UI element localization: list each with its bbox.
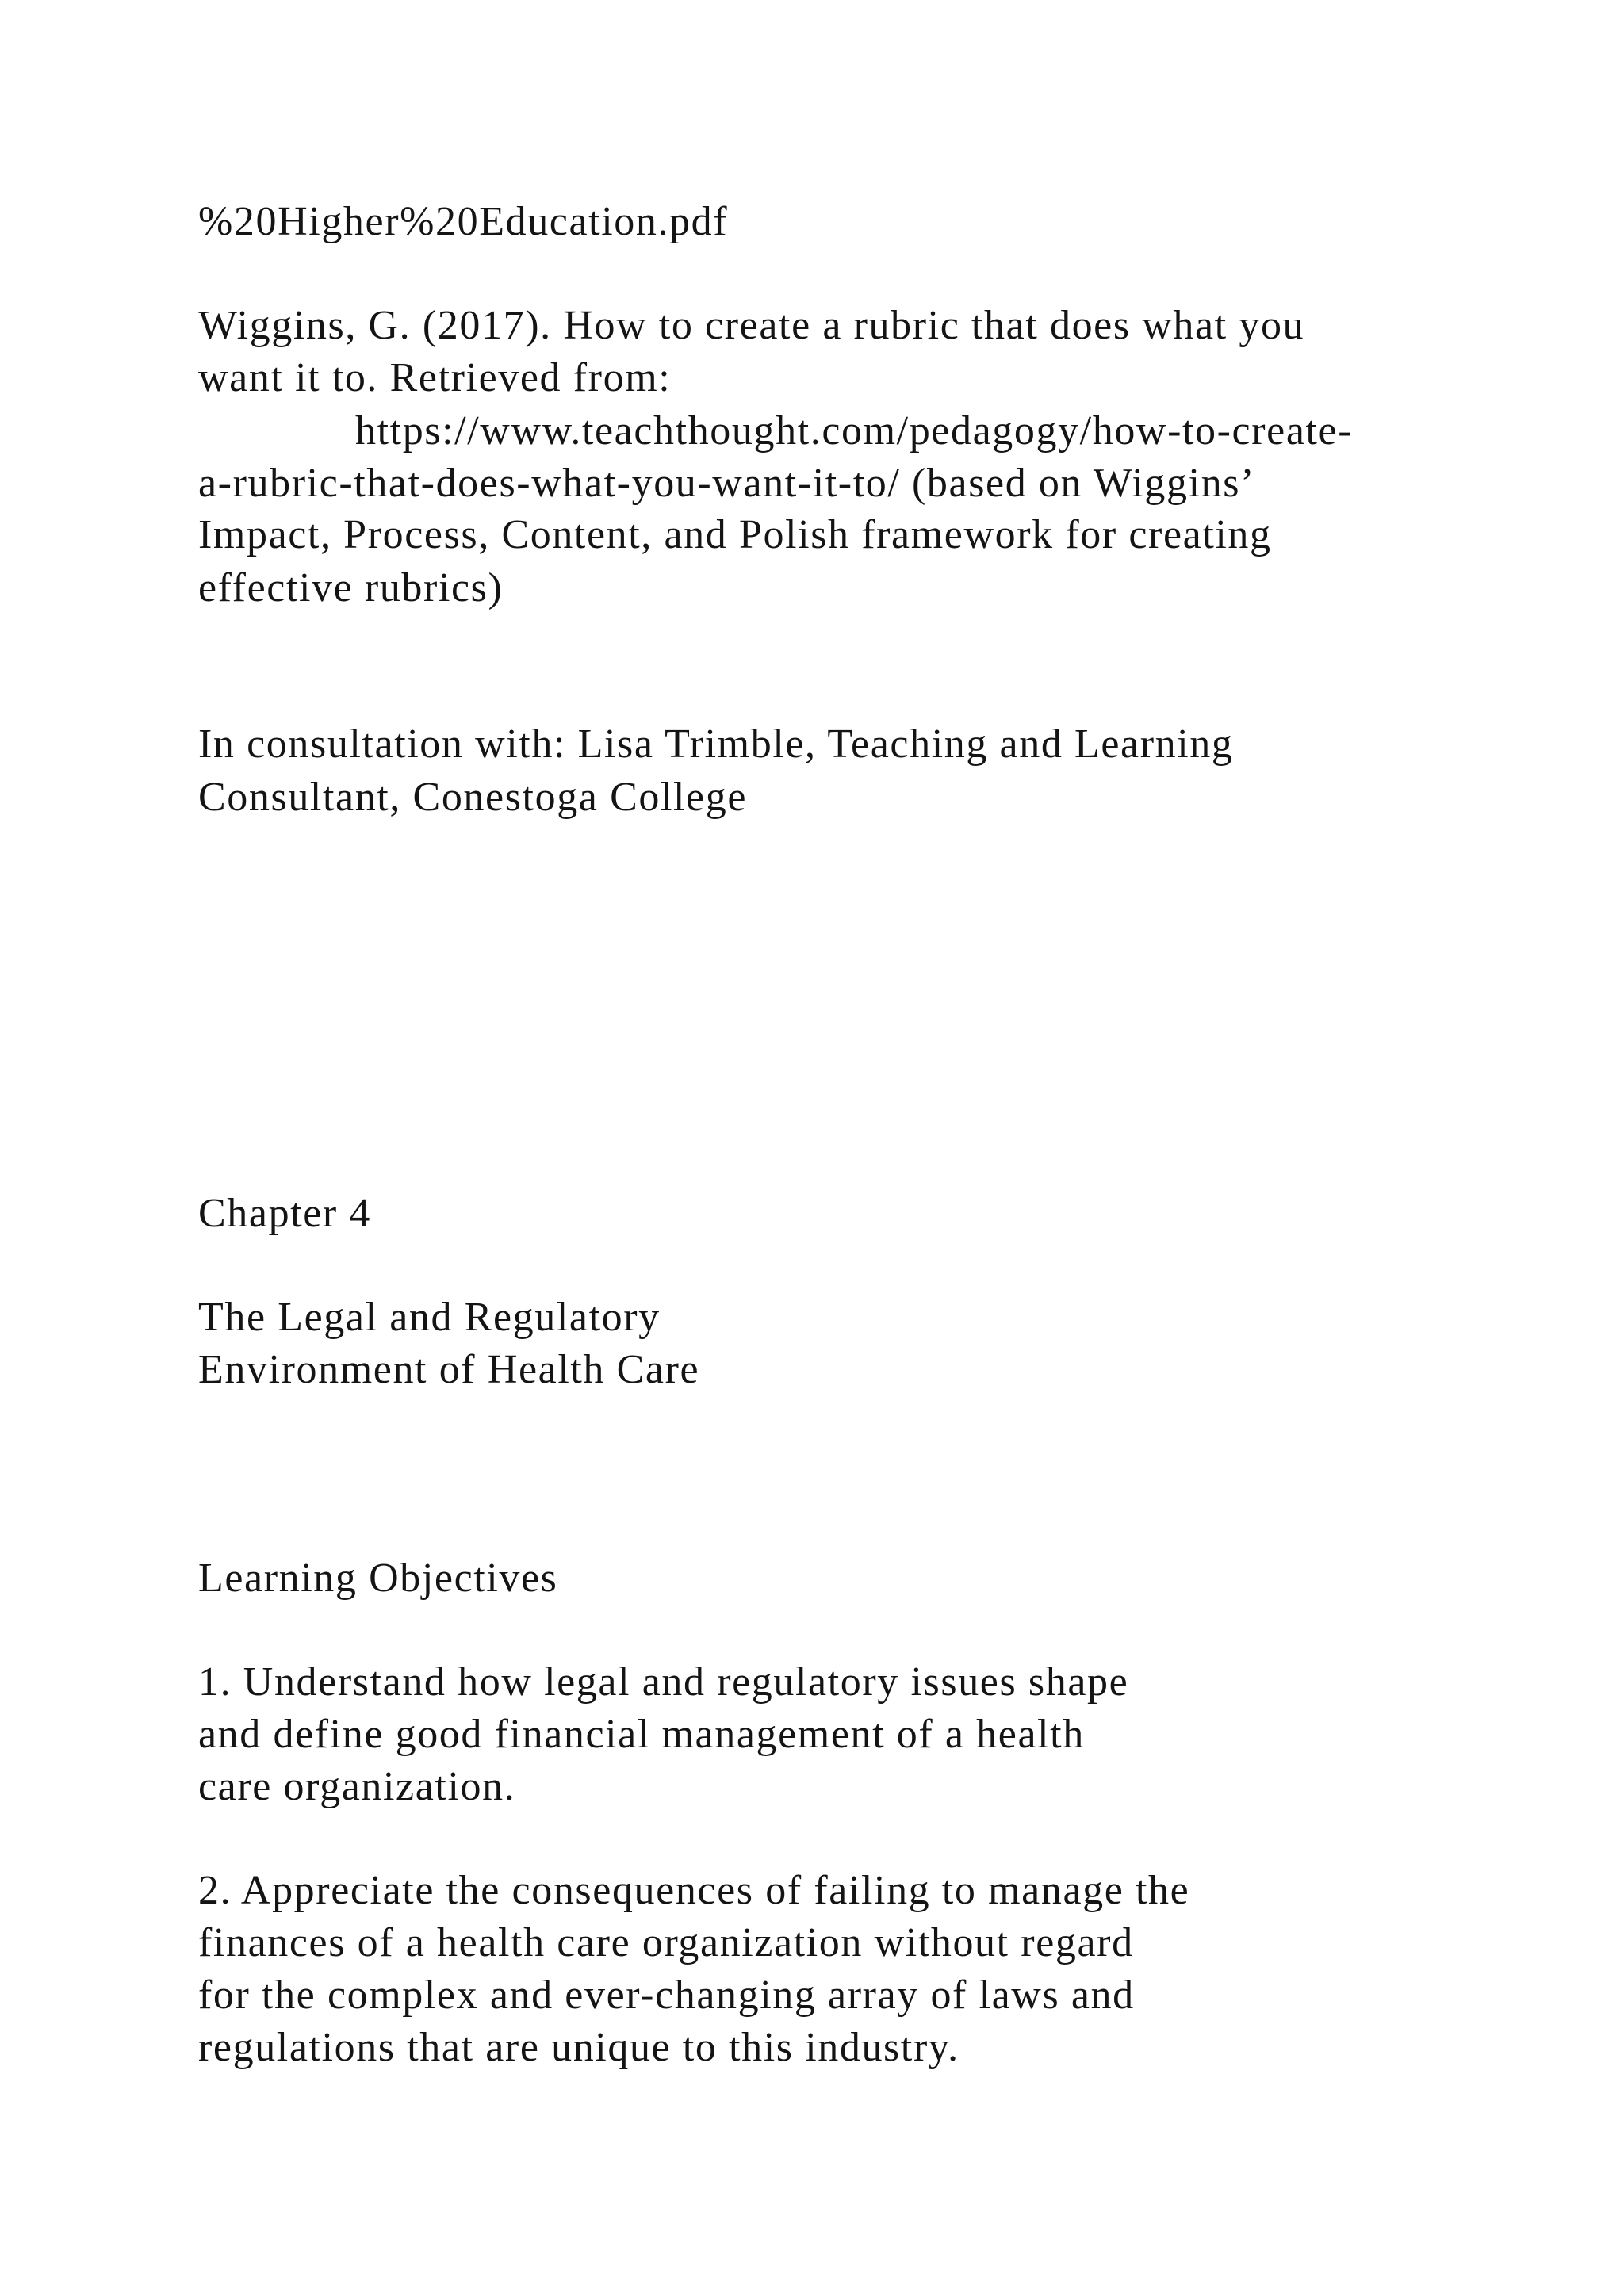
url-fragment: %20Higher%20Education.pdf [198, 199, 729, 244]
objective-2-line-2: finances of a health care organization without regard [198, 1920, 1134, 1965]
objectives-heading: Learning Objectives [198, 1556, 558, 1601]
reference-line-1: Wiggins, G. (2017). How to create a rubric that does what you [198, 303, 1305, 348]
consultation-line-1: In consultation with: Lisa Trimble, Teaching and Learning [198, 721, 1234, 767]
objective-2-line-1: 2. Appreciate the consequences of failing to manage the [198, 1868, 1190, 1913]
reference-line-5: Impact, Process, Content, and Polish framework for creating [198, 512, 1272, 557]
objective-1-line-2: and define good financial management of a health [198, 1712, 1085, 1757]
objective-2-line-3: for the complex and ever-changing array of laws and [198, 1973, 1135, 2018]
chapter-label: Chapter 4 [198, 1191, 372, 1236]
reference-url-line: https://www.teachthought.com/pedagogy/how-to-create- [355, 408, 1354, 453]
chapter-title-line-2: Environment of Health Care [198, 1347, 700, 1392]
objective-1-line-1: 1. Understand how legal and regulatory issues shape [198, 1659, 1129, 1705]
objective-2-line-4: regulations that are unique to this industry. [198, 2025, 959, 2070]
reference-line-6: effective rubrics) [198, 565, 504, 610]
chapter-title-line-1: The Legal and Regulatory [198, 1295, 661, 1340]
objective-1-line-3: care organization. [198, 1764, 516, 1809]
reference-line-4: a-rubric-that-does-what-you-want-it-to/ (based on Wiggins’ [198, 461, 1256, 506]
reference-line-2: want it to. Retrieved from: [198, 355, 672, 400]
consultation-line-2: Consultant, Conestoga College [198, 775, 748, 820]
